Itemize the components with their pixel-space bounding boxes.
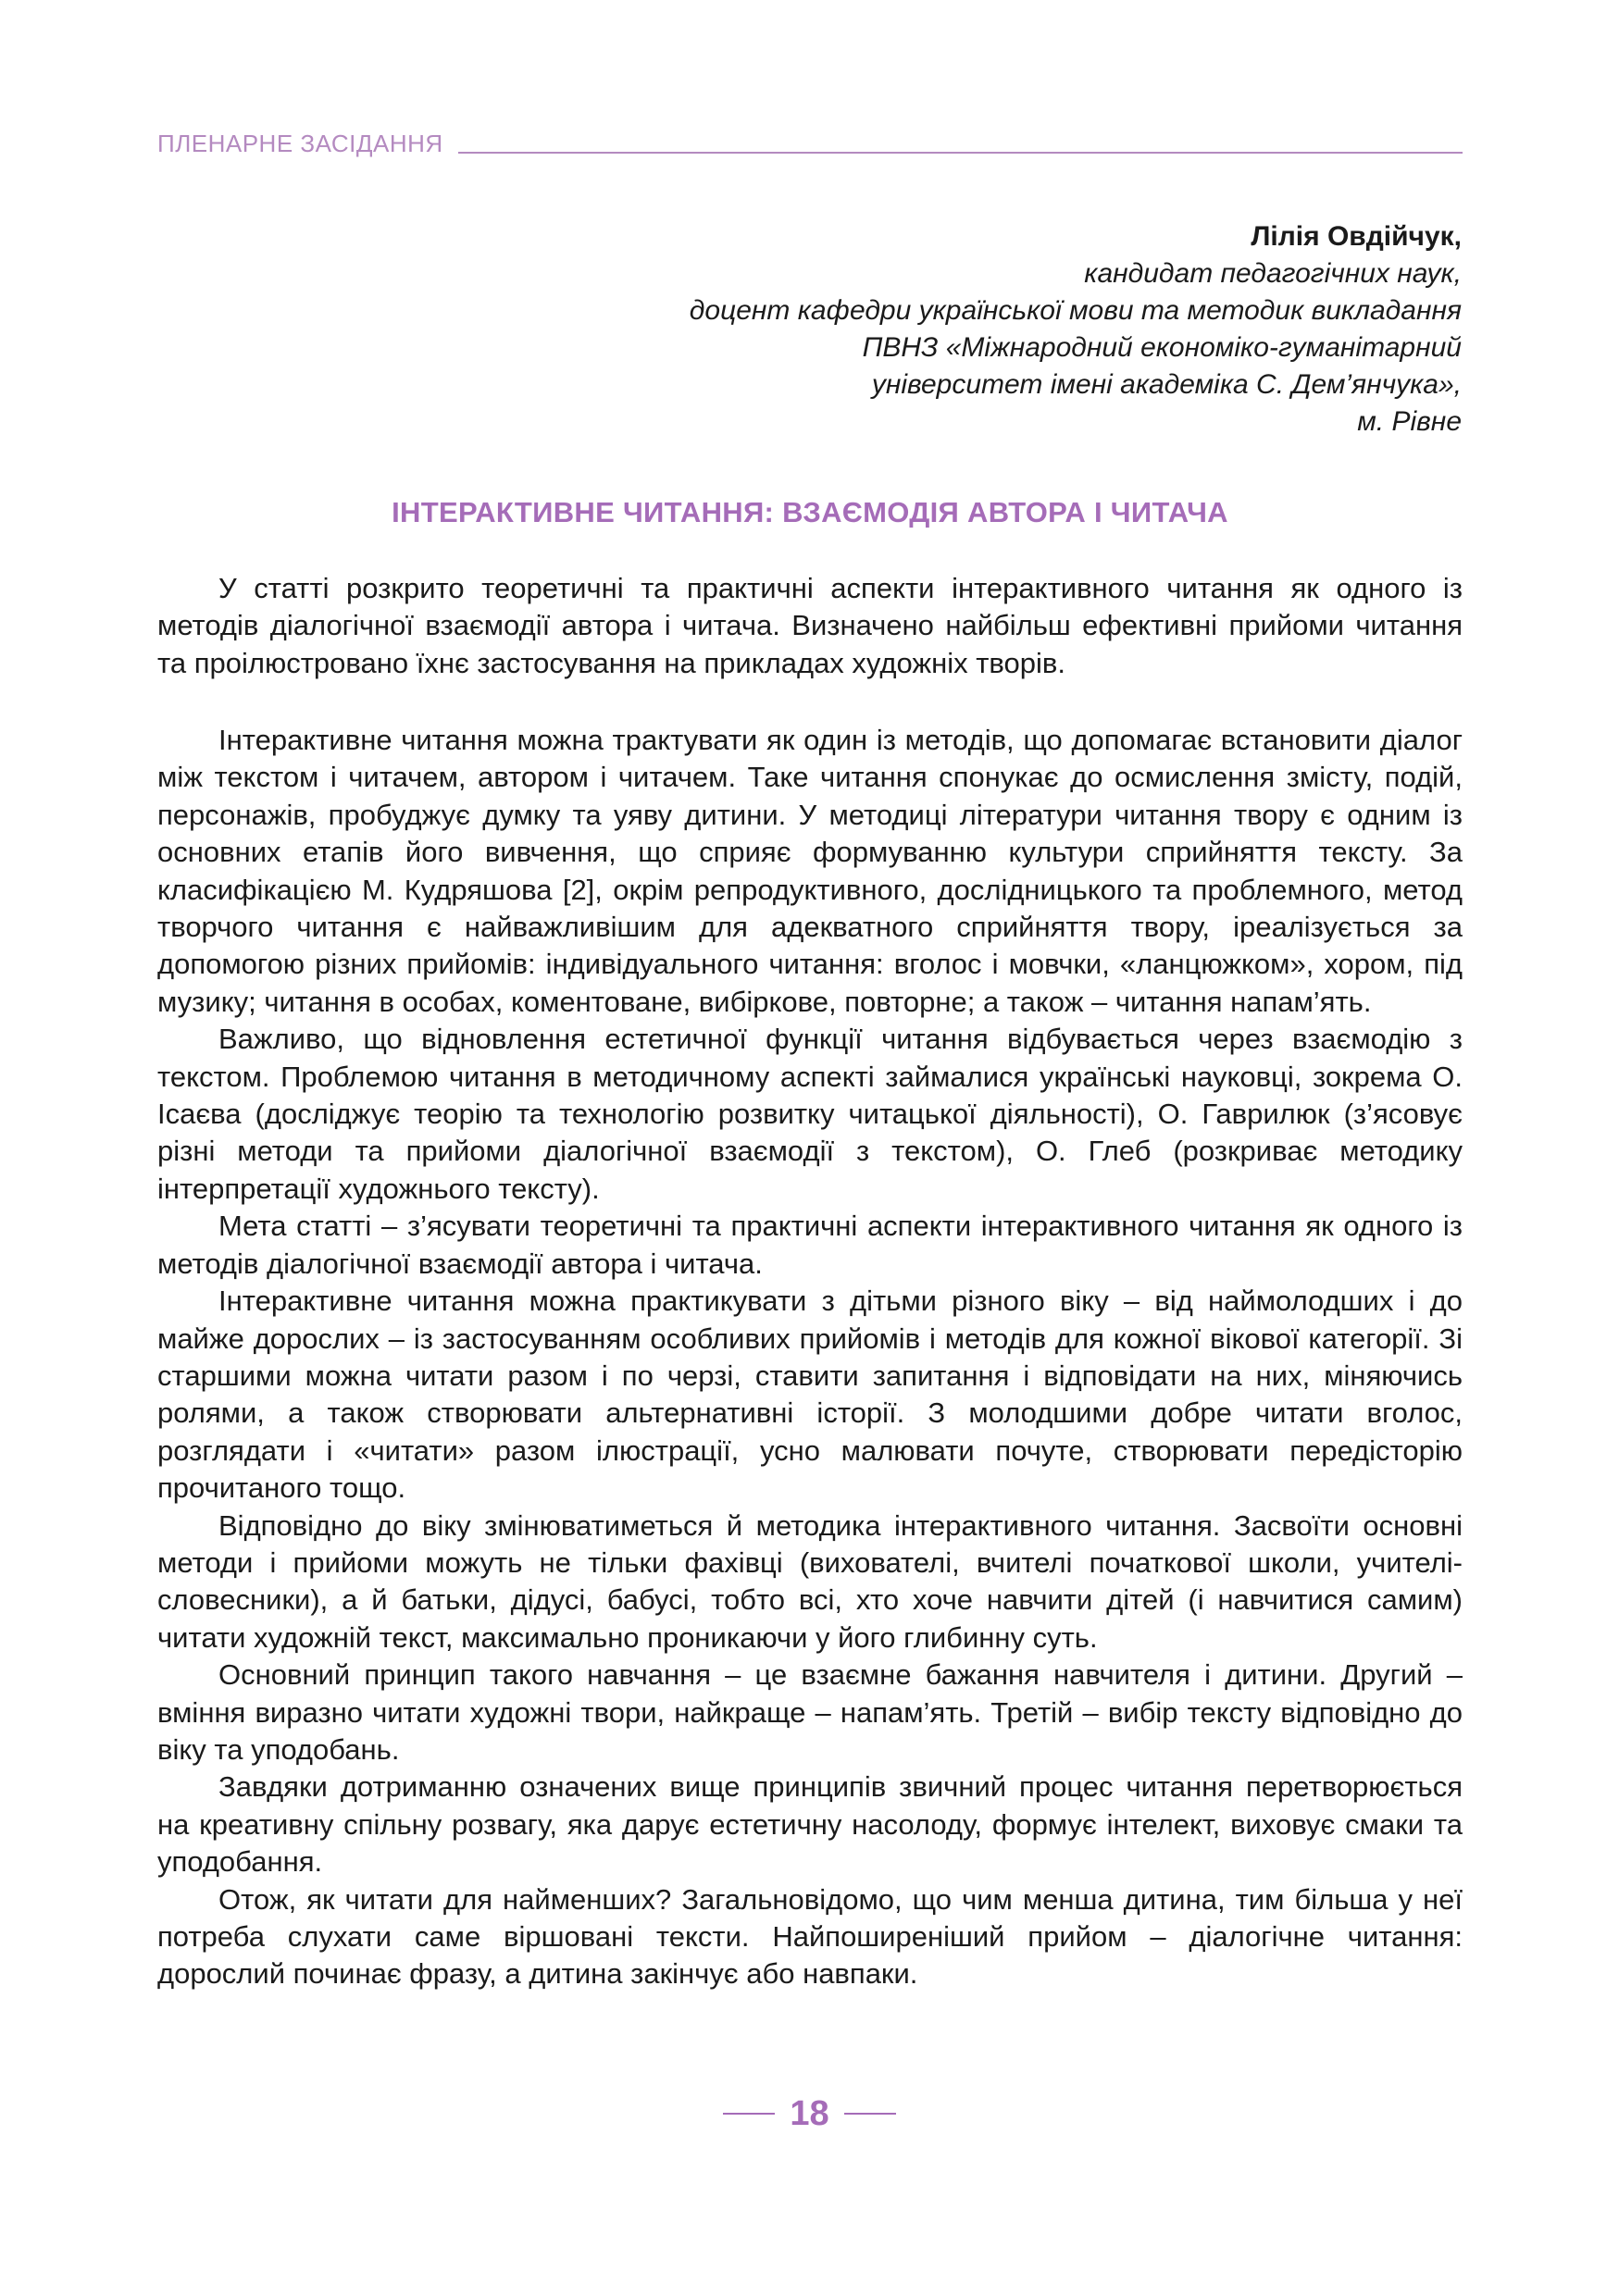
author-affiliation-line: ПВНЗ «Міжнародний економіко-гуманітарний <box>862 332 1462 363</box>
footer-dash-right <box>844 2113 896 2115</box>
article-title: ІНТЕРАКТИВНЕ ЧИТАННЯ: ВЗАЄМОДІЯ АВТОРА І ЧИТАЧА <box>392 496 1228 528</box>
page-number: 18 <box>790 2094 829 2133</box>
abstract <box>157 570 1463 682</box>
page-footer <box>0 2093 1619 2134</box>
header-rule <box>458 152 1463 154</box>
author-affiliation-line: університет імені академіка С. Дем’янчука», <box>871 369 1462 400</box>
author-affiliation-line: доцент кафедри української мови та методик викладання <box>689 295 1462 326</box>
section-label: ПЛЕНАРНЕ ЗАСІДАННЯ <box>157 130 443 157</box>
body-paragraph: Важливо, що відновлення естетичної функції читання відбувається через взаємодію з текстом. Проблемою читання в методичному аспекті займалися українські науковці, зокрема О. Ісаєва (досліджує теорію та технологію розвитку читацької діяльності), О. Гаврилюк (з’ясовує різні методи та прийоми діалогічної взаємодії з текстом), О. Глеб (розкриває методику інтерпретації художнього тексту). <box>157 1023 1463 1205</box>
body-paragraph: Отож, як читати для найменших? Загальновідомо, що чим менша дитина, тим більша у неї потреба слухати саме віршовані тексти. Найпоширеніший прийом – діалогічне читання: дорослий починає фразу, а дитина закінчує або навпаки. <box>157 1882 1463 1991</box>
article-body <box>157 722 1463 1993</box>
abstract-text: У статті розкрито теоретичні та практичні аспекти інтерактивного читання як одного із методів діалогічної взаємодії автора і читача. Визначено найбільш ефективні прийоми читання та проілюстровано їхнє застосування на прикладах художніх творів. <box>157 572 1463 679</box>
author-affiliation-line: кандидат педагогічних наук, <box>1084 258 1462 289</box>
body-paragraph: Основний принцип такого навчання – це взаємне бажання навчителя і дитини. Другий – вміння виразно читати художні твори, найкраще – напам’ять. Третій – вибір тексту відповідно до віку та уподобань. <box>157 1658 1463 1766</box>
body-paragraph: Завдяки дотриманню означених вище принципів звичний процес читання перетворюється на креативну спільну розвагу, яка дарує естетичну насолоду, формує інтелект, виховує смаки та уподобання. <box>157 1770 1463 1879</box>
footer-dash-left <box>723 2113 775 2115</box>
body-paragraph: Інтерактивне читання можна трактувати як один із методів, що допомагає встановити діалог між текстом і читачем, автором і читачем. Таке читання спонукає до осмислення змісту, подій, персонажів, пробуджує думку та уяву дитини. У методиці літератури читання твору є одним із основних етапів його вивчення, що сприяє формуванню культури сприйняття тексту. За класифікацією М. Кудряшова [2], окрім репродуктивного, дослідницького та проблемного, метод творчого читання є найважливішим для адекватного сприйняття твору, іреалізується за допомогою різних прийомів: індивідуального читання: вголос і мовчки, «ланцюжком», хором, під музику; читання в особах, коментоване, вибіркове, повторне; а також – читання напам’ять. <box>157 724 1463 1018</box>
body-paragraph: Інтерактивне читання можна практикувати з дітьми різного віку – від наймолодших і до майже дорослих – із застосуванням особливих прийомів і методів для кожної вікової категорії. Зі старшими можна читати разом і по черзі, ставити запитання і відповідати на них, міняючись ролями, а також створювати альтернативні історії. З молодшими добре читати вголос, розглядати і «читати» разом ілюстрації, усно малювати почуте, створювати передісторію прочитаного тощо. <box>157 1285 1463 1505</box>
author-block <box>690 218 1462 441</box>
body-paragraph: Відповідно до віку змінюватиметься й методика інтерактивного читання. Засвоїти основні методи і прийоми можуть не тільки фахівці (вихователі, вчителі початкової школи, учителі-словесники), а й батьки, дідусі, бабусі, тобто всі, хто хоче навчити дітей (і навчитися самим) читати художній текст, максимально проникаючи у його глибинну суть. <box>157 1508 1463 1654</box>
running-header <box>157 120 1463 157</box>
author-city: м. Рівне <box>1357 406 1462 437</box>
author-name: Лілія Овдійчук, <box>1251 221 1462 252</box>
body-paragraph: Мета статті – з’ясувати теоретичні та практичні аспекти інтерактивного читання як одного із методів діалогічної взаємодії автора і читача. <box>157 1210 1463 1280</box>
